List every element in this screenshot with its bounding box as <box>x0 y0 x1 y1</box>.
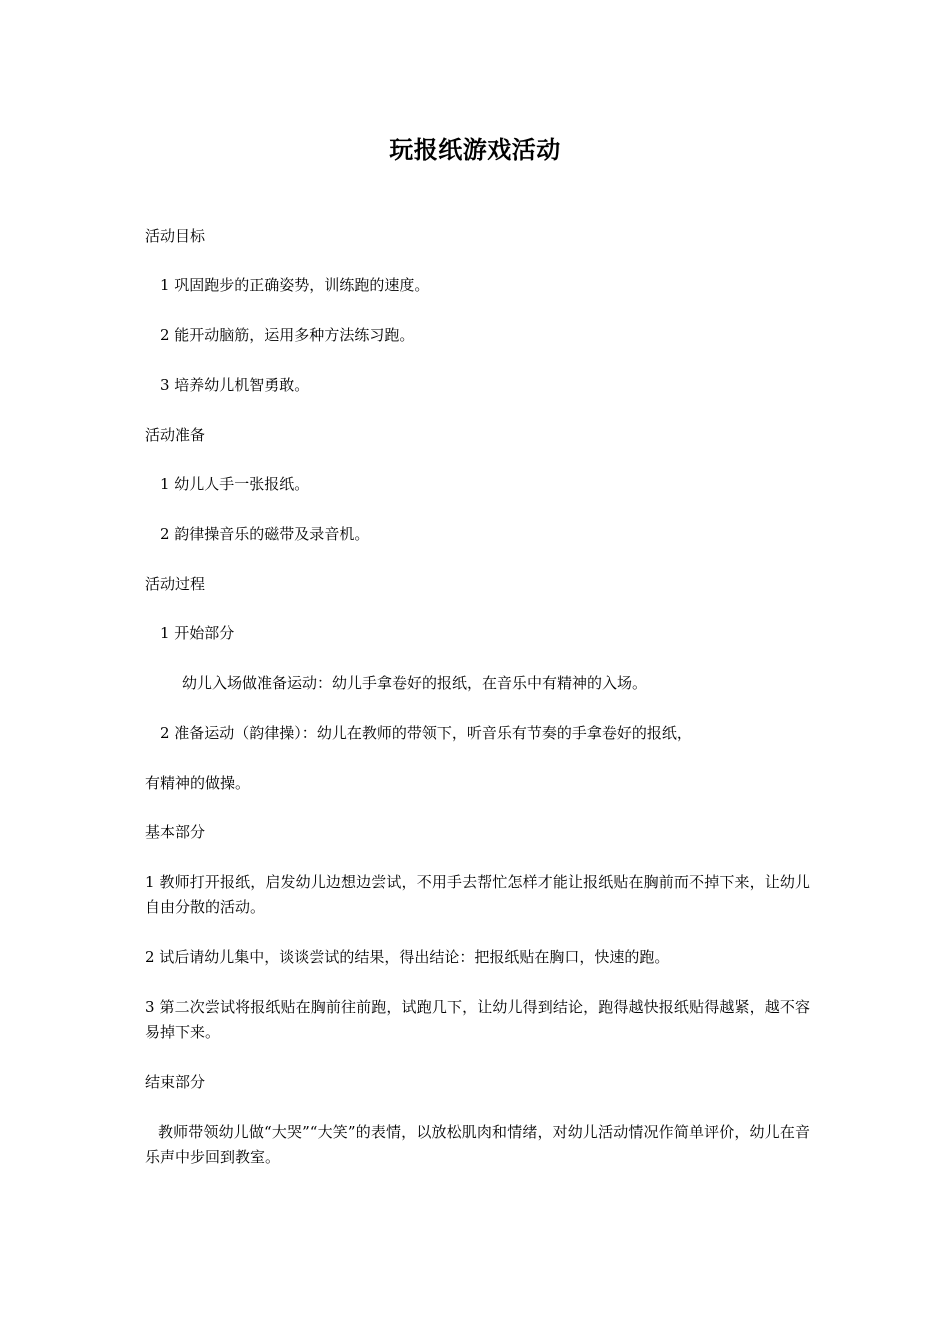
section-heading-prep: 活动准备 <box>145 426 206 444</box>
section-heading-process: 活动过程 <box>145 575 206 593</box>
section-heading-end: 结束部分 <box>145 1073 206 1091</box>
section-heading-goals: 活动目标 <box>145 227 206 245</box>
basic-item-2: 2 试后请幼儿集中，谈谈尝试的结果，得出结论：把报纸贴在胸口，快速的跑。 <box>145 948 670 966</box>
prep-item-1: 1 幼儿人手一张报纸。 <box>160 475 310 493</box>
basic-item-1: 1 教师打开报纸，启发幼儿边想边尝试，不用手去帮忙怎样才能让报纸贴在胸前而不掉下来，让幼儿自由分散的活动。 <box>145 873 810 916</box>
process-start: 1 开始部分 <box>160 624 235 642</box>
page-title: 玩报纸游戏活动 <box>389 135 561 164</box>
process-warmup: 2 准备运动（韵律操）：幼儿在教师的带领下，听音乐有节奏的手拿卷好的报纸， <box>160 724 692 742</box>
section-heading-basic: 基本部分 <box>145 823 206 841</box>
goal-item-1: 1 巩固跑步的正确姿势，训练跑的速度。 <box>160 276 430 294</box>
process-warmup-continued: 有精神的做操。 <box>145 774 251 792</box>
goal-item-2: 2 能开动脑筋，运用多种方法练习跑。 <box>160 326 415 344</box>
process-start-detail: 幼儿入场做准备运动：幼儿手拿卷好的报纸，在音乐中有精神的入场。 <box>182 674 648 692</box>
prep-item-2: 2 韵律操音乐的磁带及录音机。 <box>160 525 370 543</box>
basic-item-3: 3 第二次尝试将报纸贴在胸前往前跑，试跑几下，让幼儿得到结论，跑得越快报纸贴得越紧，越不容易掉下来。 <box>145 998 810 1041</box>
goal-item-3: 3 培养幼儿机智勇敢。 <box>160 376 310 394</box>
end-paragraph: 教师带领幼儿做“大哭”“大笑”的表情，以放松肌肉和情绪，对幼儿活动情况作简单评价，幼儿在音乐声中步回到教室。 <box>145 1123 810 1166</box>
